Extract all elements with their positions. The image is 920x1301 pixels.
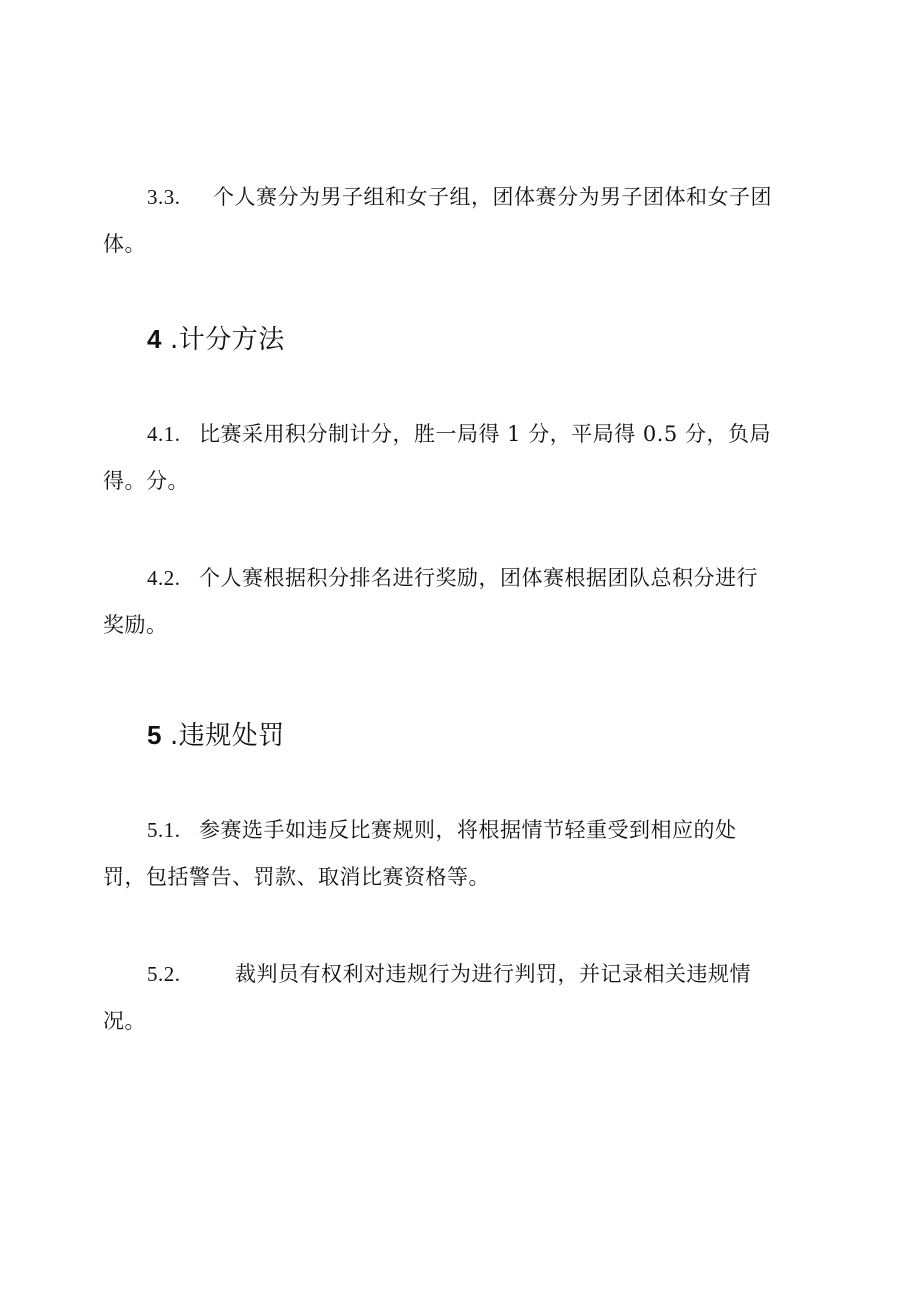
paragraph-text: 个人赛分为男子组和女子组，团体赛分为男子团体和女子团 bbox=[213, 185, 772, 209]
paragraph-5-2 bbox=[103, 951, 803, 1045]
paragraph-line bbox=[103, 807, 803, 854]
paragraph-line bbox=[103, 555, 803, 602]
paragraph-line: 罚，包括警告、罚款、取消比赛资格等。 bbox=[103, 865, 490, 889]
paragraph-line: 体。 bbox=[103, 232, 146, 256]
section-number: 5 bbox=[147, 720, 162, 750]
section-heading-5 bbox=[147, 715, 285, 756]
paragraph-number: 5.1. bbox=[147, 818, 181, 842]
paragraph-text: 个人赛根据积分排名进行奖励，团体赛根据团队总积分进行 bbox=[199, 566, 758, 590]
paragraph-line: 况。 bbox=[103, 1009, 146, 1033]
section-number: 4 bbox=[147, 324, 162, 354]
paragraph-5-1 bbox=[103, 807, 803, 901]
paragraph-line bbox=[103, 951, 803, 998]
paragraph-number: 4.1. bbox=[147, 422, 181, 446]
paragraph-text: 比赛采用积分制计分，胜一局得 1 分，平局得 0.5 分，负局 bbox=[199, 422, 771, 446]
paragraph-3-3 bbox=[103, 174, 803, 268]
paragraph-number: 3.3. bbox=[147, 185, 181, 209]
paragraph-line: 奖励。 bbox=[103, 613, 168, 637]
paragraph-4-2 bbox=[103, 555, 803, 649]
section-heading-4 bbox=[147, 319, 285, 360]
paragraph-number: 4.2. bbox=[147, 566, 181, 590]
paragraph-number: 5.2. bbox=[147, 962, 181, 986]
paragraph-text: 裁判员有权利对违规行为进行判罚，并记录相关违规情 bbox=[235, 962, 751, 986]
paragraph-text: 参赛选手如违反比赛规则，将根据情节轻重受到相应的处 bbox=[199, 818, 737, 842]
section-title: .违规处罚 bbox=[169, 721, 285, 751]
paragraph-line bbox=[103, 174, 803, 221]
paragraph-line bbox=[103, 411, 803, 458]
paragraph-line: 得。分。 bbox=[103, 469, 189, 493]
section-title: .计分方法 bbox=[169, 325, 285, 355]
paragraph-4-1 bbox=[103, 411, 803, 505]
